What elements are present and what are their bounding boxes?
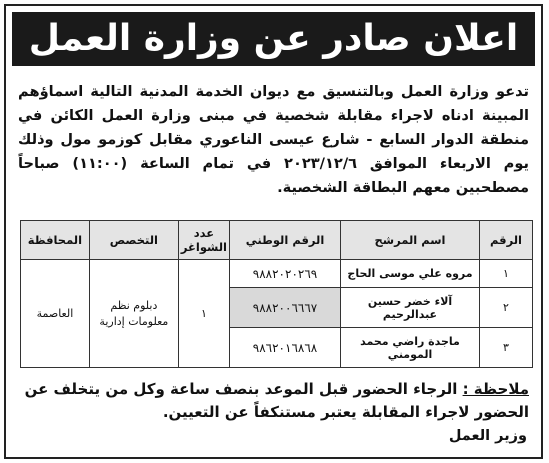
- row-index: ٢: [480, 288, 533, 328]
- header-governorate: المحافظة: [21, 221, 90, 260]
- announcement: [4, 4, 543, 459]
- header-name: اسم المرشح: [341, 221, 480, 260]
- announcement-intro: تدعو وزارة العمل وبالتنسيق مع ديوان الخدمة المدنية التالية اسماؤهم المبينة ادناه لاجراء مقابلة شخصية في مبنى وزارة العمل الكائن في منطقة الدوار السابع - شارع عيسى الناعوري مقابل كوزمو مول وذلك يوم الاربعاء الموافق ٢٠٢٣/١٢/٦ في تمام الساعة (١١:٠٠) صباحاً مصطحبين معهم البطاقة الشخصية.: [18, 83, 530, 196]
- table-header-row: [21, 221, 533, 260]
- attendance-note: [16, 378, 529, 424]
- header-specialty: التخصص: [89, 221, 178, 260]
- governorate: العاصمة: [21, 260, 90, 368]
- candidates-table-wrapper: [20, 220, 533, 368]
- national-id: ٩٨٨٢٠٠٦٦٦٧: [230, 288, 341, 328]
- candidates-table: [20, 220, 533, 368]
- row-index: ١: [480, 260, 533, 288]
- vacancies-count: ١: [178, 260, 229, 368]
- row-index: ٣: [480, 328, 533, 368]
- header-index: الرقم: [480, 221, 533, 260]
- header-national-id: الرقم الوطني: [230, 221, 341, 260]
- note-label: ملاحظة :: [462, 380, 529, 398]
- candidate-name: آلاء خضر حسين عبدالرحيم: [341, 288, 480, 328]
- table-row: [21, 260, 533, 288]
- specialty: دبلوم نظم معلومات إدارية: [89, 260, 178, 368]
- candidate-name: مروه علي موسى الحاج: [341, 260, 480, 288]
- national-id: ٩٨٦٢٠١٦٨٦٨: [230, 328, 341, 368]
- announcement-title: اعلان صادر عن وزارة العمل: [12, 12, 535, 66]
- candidate-name: ماجدة راضي محمد المومني: [341, 328, 480, 368]
- header-vacancies: عدد الشواغر: [178, 221, 229, 260]
- signature: وزير العمل: [448, 428, 527, 444]
- national-id: ٩٨٨٢٠٢٠٢٦٩: [230, 260, 341, 288]
- note-text: الرجاء الحضور قبل الموعد بنصف ساعة وكل من يتخلف عن الحضور لاجراء المقابلة يعتبر مستنكفاً عن التعيين.: [24, 380, 529, 421]
